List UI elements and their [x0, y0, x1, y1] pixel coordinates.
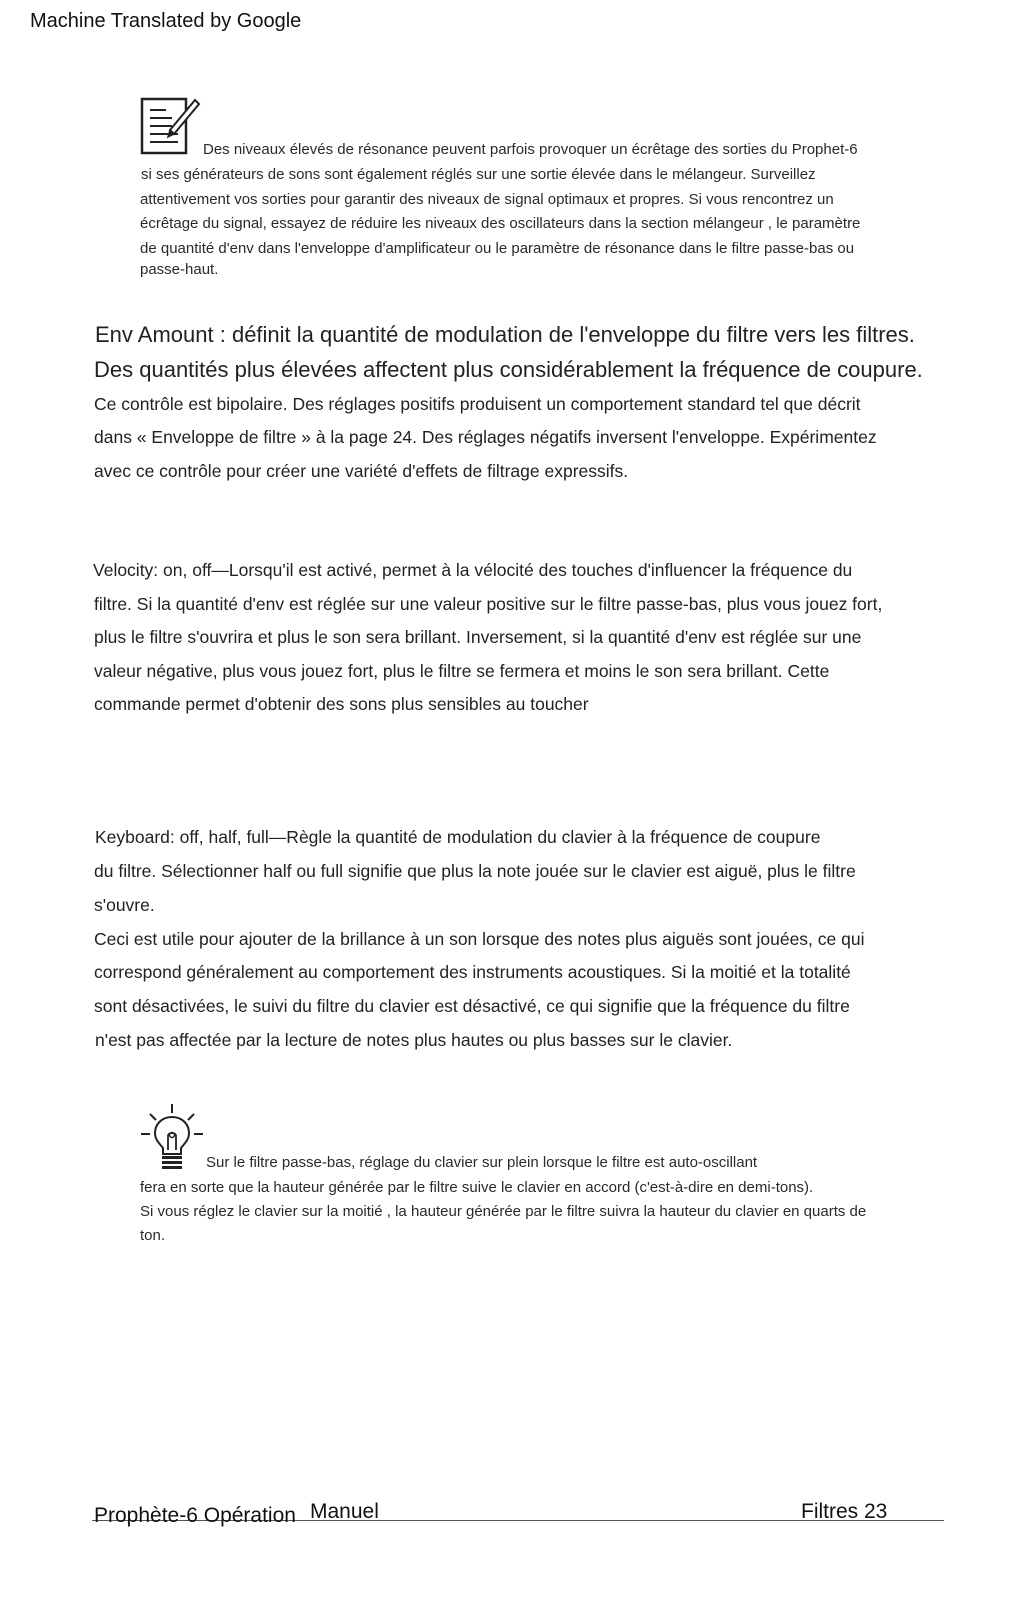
keyboard-line: du filtre. Sélectionner half ou full signifie que plus la note jouée sur le clavier est aiguë, plus le filtre	[94, 861, 856, 881]
env-amount-heading-line: Env Amount : définit la quantité de modulation de l'enveloppe du filtre vers les filtres.	[95, 322, 915, 347]
velocity-line: valeur négative, plus vous jouez fort, plus le filtre se fermera et moins le son sera brillant. Cette	[94, 661, 830, 681]
footer-manual-title: Prophète-6 Opération	[94, 1504, 296, 1527]
keyboard-line: Ceci est utile pour ajouter de la brillance à un son lorsque des notes plus aiguës sont jouées, ce qui	[94, 929, 865, 949]
tip-line: ton.	[140, 1227, 166, 1244]
note-line: si ses générateurs de sons sont également réglés sur une sortie élevée dans le mélangeur. Surveillez	[141, 166, 816, 183]
footer-page-label: Filtres 23	[801, 1500, 888, 1523]
note-pencil-icon	[140, 96, 202, 158]
note-line: de quantité d'env dans l'enveloppe d'amplificateur ou le paramètre de résonance dans le filtre passe-bas ou	[140, 240, 855, 257]
note-line: Des niveaux élevés de résonance peuvent parfois provoquer un écrêtage des sorties du Prophet-6	[203, 141, 858, 158]
keyboard-line: Keyboard: off, half, full—Règle la quantité de modulation du clavier à la fréquence de coupure	[95, 827, 821, 847]
tip-line: fera en sorte que la hauteur générée par le filtre suive le clavier en accord (c'est-à-dire en demi-tons).	[140, 1179, 814, 1196]
tip-line: Si vous réglez le clavier sur la moitié , la hauteur générée par le filtre suivra la hauteur du clavier en quarts de	[140, 1203, 867, 1220]
velocity-line: Velocity: on, off—Lorsqu'il est activé, permet à la vélocité des touches d'influencer la fréquence du	[93, 560, 853, 580]
keyboard-line: correspond généralement au comportement des instruments acoustiques. Si la moitié et la totalité	[94, 962, 851, 982]
footer-manual-word: Manuel	[310, 1500, 379, 1523]
velocity-line: filtre. Si la quantité d'env est réglée sur une valeur positive sur le filtre passe-bas, plus vous jouez fort,	[94, 594, 883, 614]
lightbulb-icon	[138, 1102, 206, 1170]
keyboard-line: n'est pas affectée par la lecture de notes plus hautes ou plus basses sur le clavier.	[95, 1030, 733, 1050]
velocity-line: plus le filtre s'ouvrira et plus le son sera brillant. Inversement, si la quantité d'env est réglée sur une	[94, 627, 862, 647]
machine-translated-banner: Machine Translated by Google	[30, 10, 302, 32]
env-amount-body-line: Ce contrôle est bipolaire. Des réglages positifs produisent un comportement standard tel que décrit	[94, 394, 861, 414]
note-line: écrêtage du signal, essayez de réduire les niveaux des oscillateurs dans la section mélangeur , le paramètre	[140, 215, 861, 232]
note-line: attentivement vos sorties pour garantir des niveaux de signal optimaux et propres. Si vous rencontrez un	[140, 191, 834, 208]
env-amount-heading-line: Des quantités plus élevées affectent plus considérablement la fréquence de coupure.	[94, 357, 923, 382]
velocity-line: commande permet d'obtenir des sons plus sensibles au toucher	[94, 694, 589, 714]
keyboard-line: sont désactivées, le suivi du filtre du clavier est désactivé, ce qui signifie que la fréquence du filtre	[94, 996, 850, 1016]
env-amount-body-line: avec ce contrôle pour créer une variété d'effets de filtrage expressifs.	[94, 461, 629, 481]
tip-line: Sur le filtre passe-bas, réglage du clavier sur plein lorsque le filtre est auto-oscillant	[206, 1154, 758, 1171]
keyboard-line: s'ouvre.	[94, 895, 155, 915]
note-line: passe-haut.	[140, 261, 219, 278]
env-amount-body-line: dans « Enveloppe de filtre » à la page 24. Des réglages négatifs inversent l'enveloppe. Expérimentez	[94, 427, 877, 447]
